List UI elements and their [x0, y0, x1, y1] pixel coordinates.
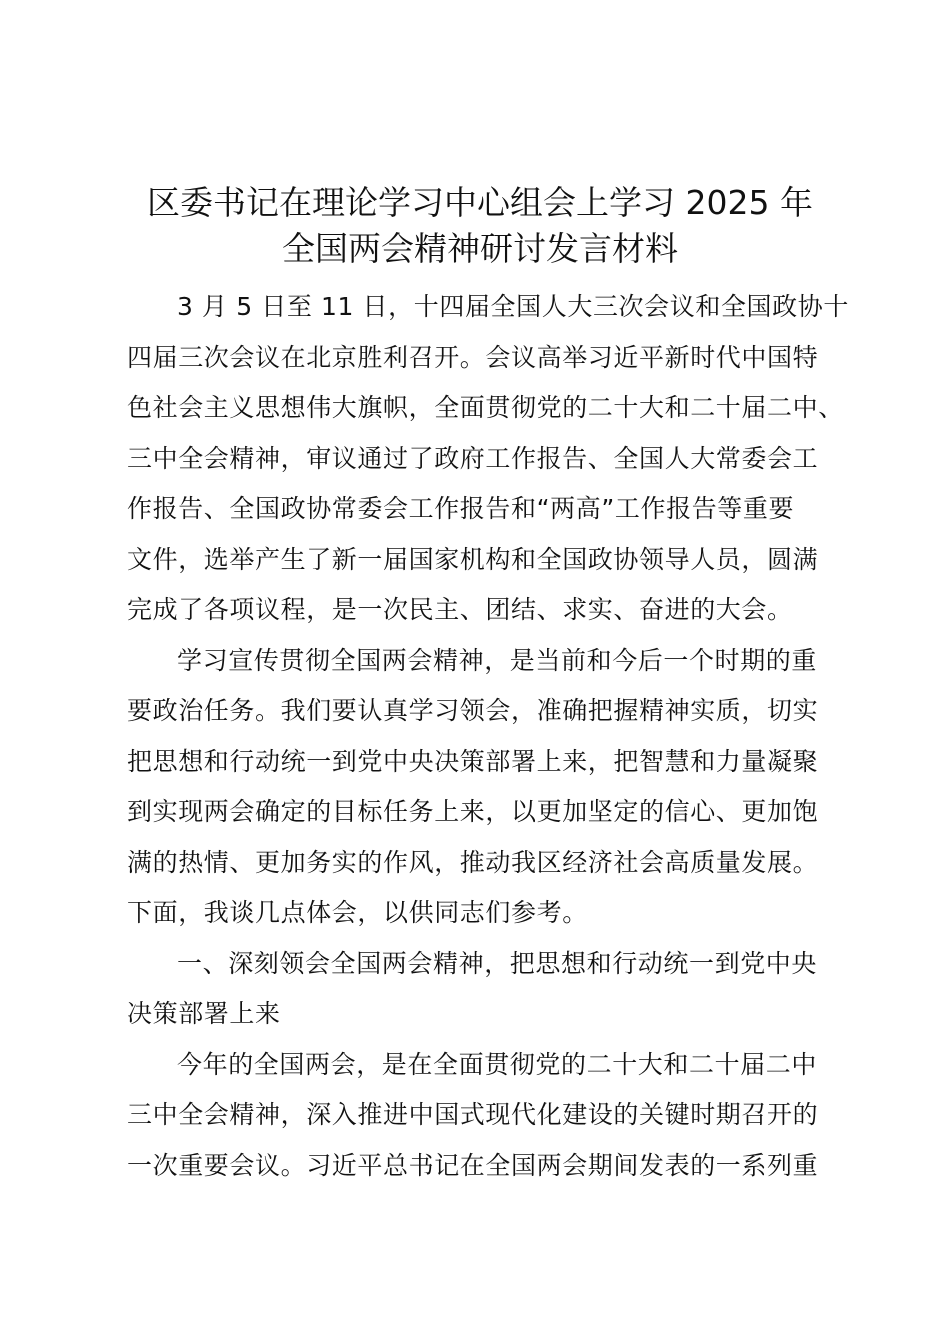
section-heading-line-1: 一、深刻领会全国两会精神，把思想和行动统一到党中央 — [177, 948, 818, 978]
paragraph-3-line-3: 一次重要会议。习近平总书记在全国两会期间发表的一系列重 — [127, 1150, 819, 1180]
paragraph-1-line-3: 色社会主义思想伟大旗帜，全面贯彻党的二十大和二十届二中、 — [127, 393, 844, 422]
paragraph-2-line-5: 满的热情、更加务实的作风，推动我区经济社会高质量发展。 — [127, 847, 819, 877]
section-heading-line-2: 决策部署上来 — [127, 999, 281, 1028]
paragraph-2-line-3: 把思想和行动统一到党中央决策部署上来，把智慧和力量凝聚 — [127, 746, 819, 776]
title-line-1: 区委书记在理论学习中心组会上学习 2025 年 — [147, 183, 813, 222]
paragraph-2-line-1: 学习宣传贯彻全国两会精神，是当前和今后一个时期的重 — [177, 645, 818, 675]
title-line-2: 全国两会精神研讨发言材料 — [282, 229, 678, 268]
paragraph-2-line-2: 要政治任务。我们要认真学习领会，准确把握精神实质，切实 — [127, 696, 819, 725]
paragraph-3-line-1: 今年的全国两会，是在全面贯彻党的二十大和二十届二中 — [177, 1049, 818, 1079]
paragraph-1-line-2: 四届三次会议在北京胜利召开。会议高举习近平新时代中国特 — [127, 342, 819, 372]
document-title — [110, 180, 850, 272]
paragraph-1-line-7: 完成了各项议程，是一次民主、团结、求实、奋进的大会。 — [127, 595, 793, 624]
paragraph-1-line-1: 3 月 5 日至 11 日，十四届全国人大三次会议和全国政协十 — [177, 292, 849, 321]
paragraph-2-line-6: 下面，我谈几点体会，以供同志们参考。 — [127, 898, 588, 927]
document-body — [127, 282, 849, 1191]
paragraph-2-line-4: 到实现两会确定的目标任务上来，以更加坚定的信心、更加饱 — [127, 797, 819, 826]
paragraph-3-line-2: 三中全会精神，深入推进中国式现代化建设的关键时期召开的 — [127, 1100, 819, 1129]
paragraph-1-line-5: 作报告、全国政协常委会工作报告和“两高”工作报告等重要 — [127, 494, 795, 523]
paragraph-1-line-4: 三中全会精神，审议通过了政府工作报告、全国人大常委会工 — [127, 443, 819, 473]
paragraph-1-line-6: 文件，选举产生了新一届国家机构和全国政协领导人员，圆满 — [127, 544, 819, 574]
